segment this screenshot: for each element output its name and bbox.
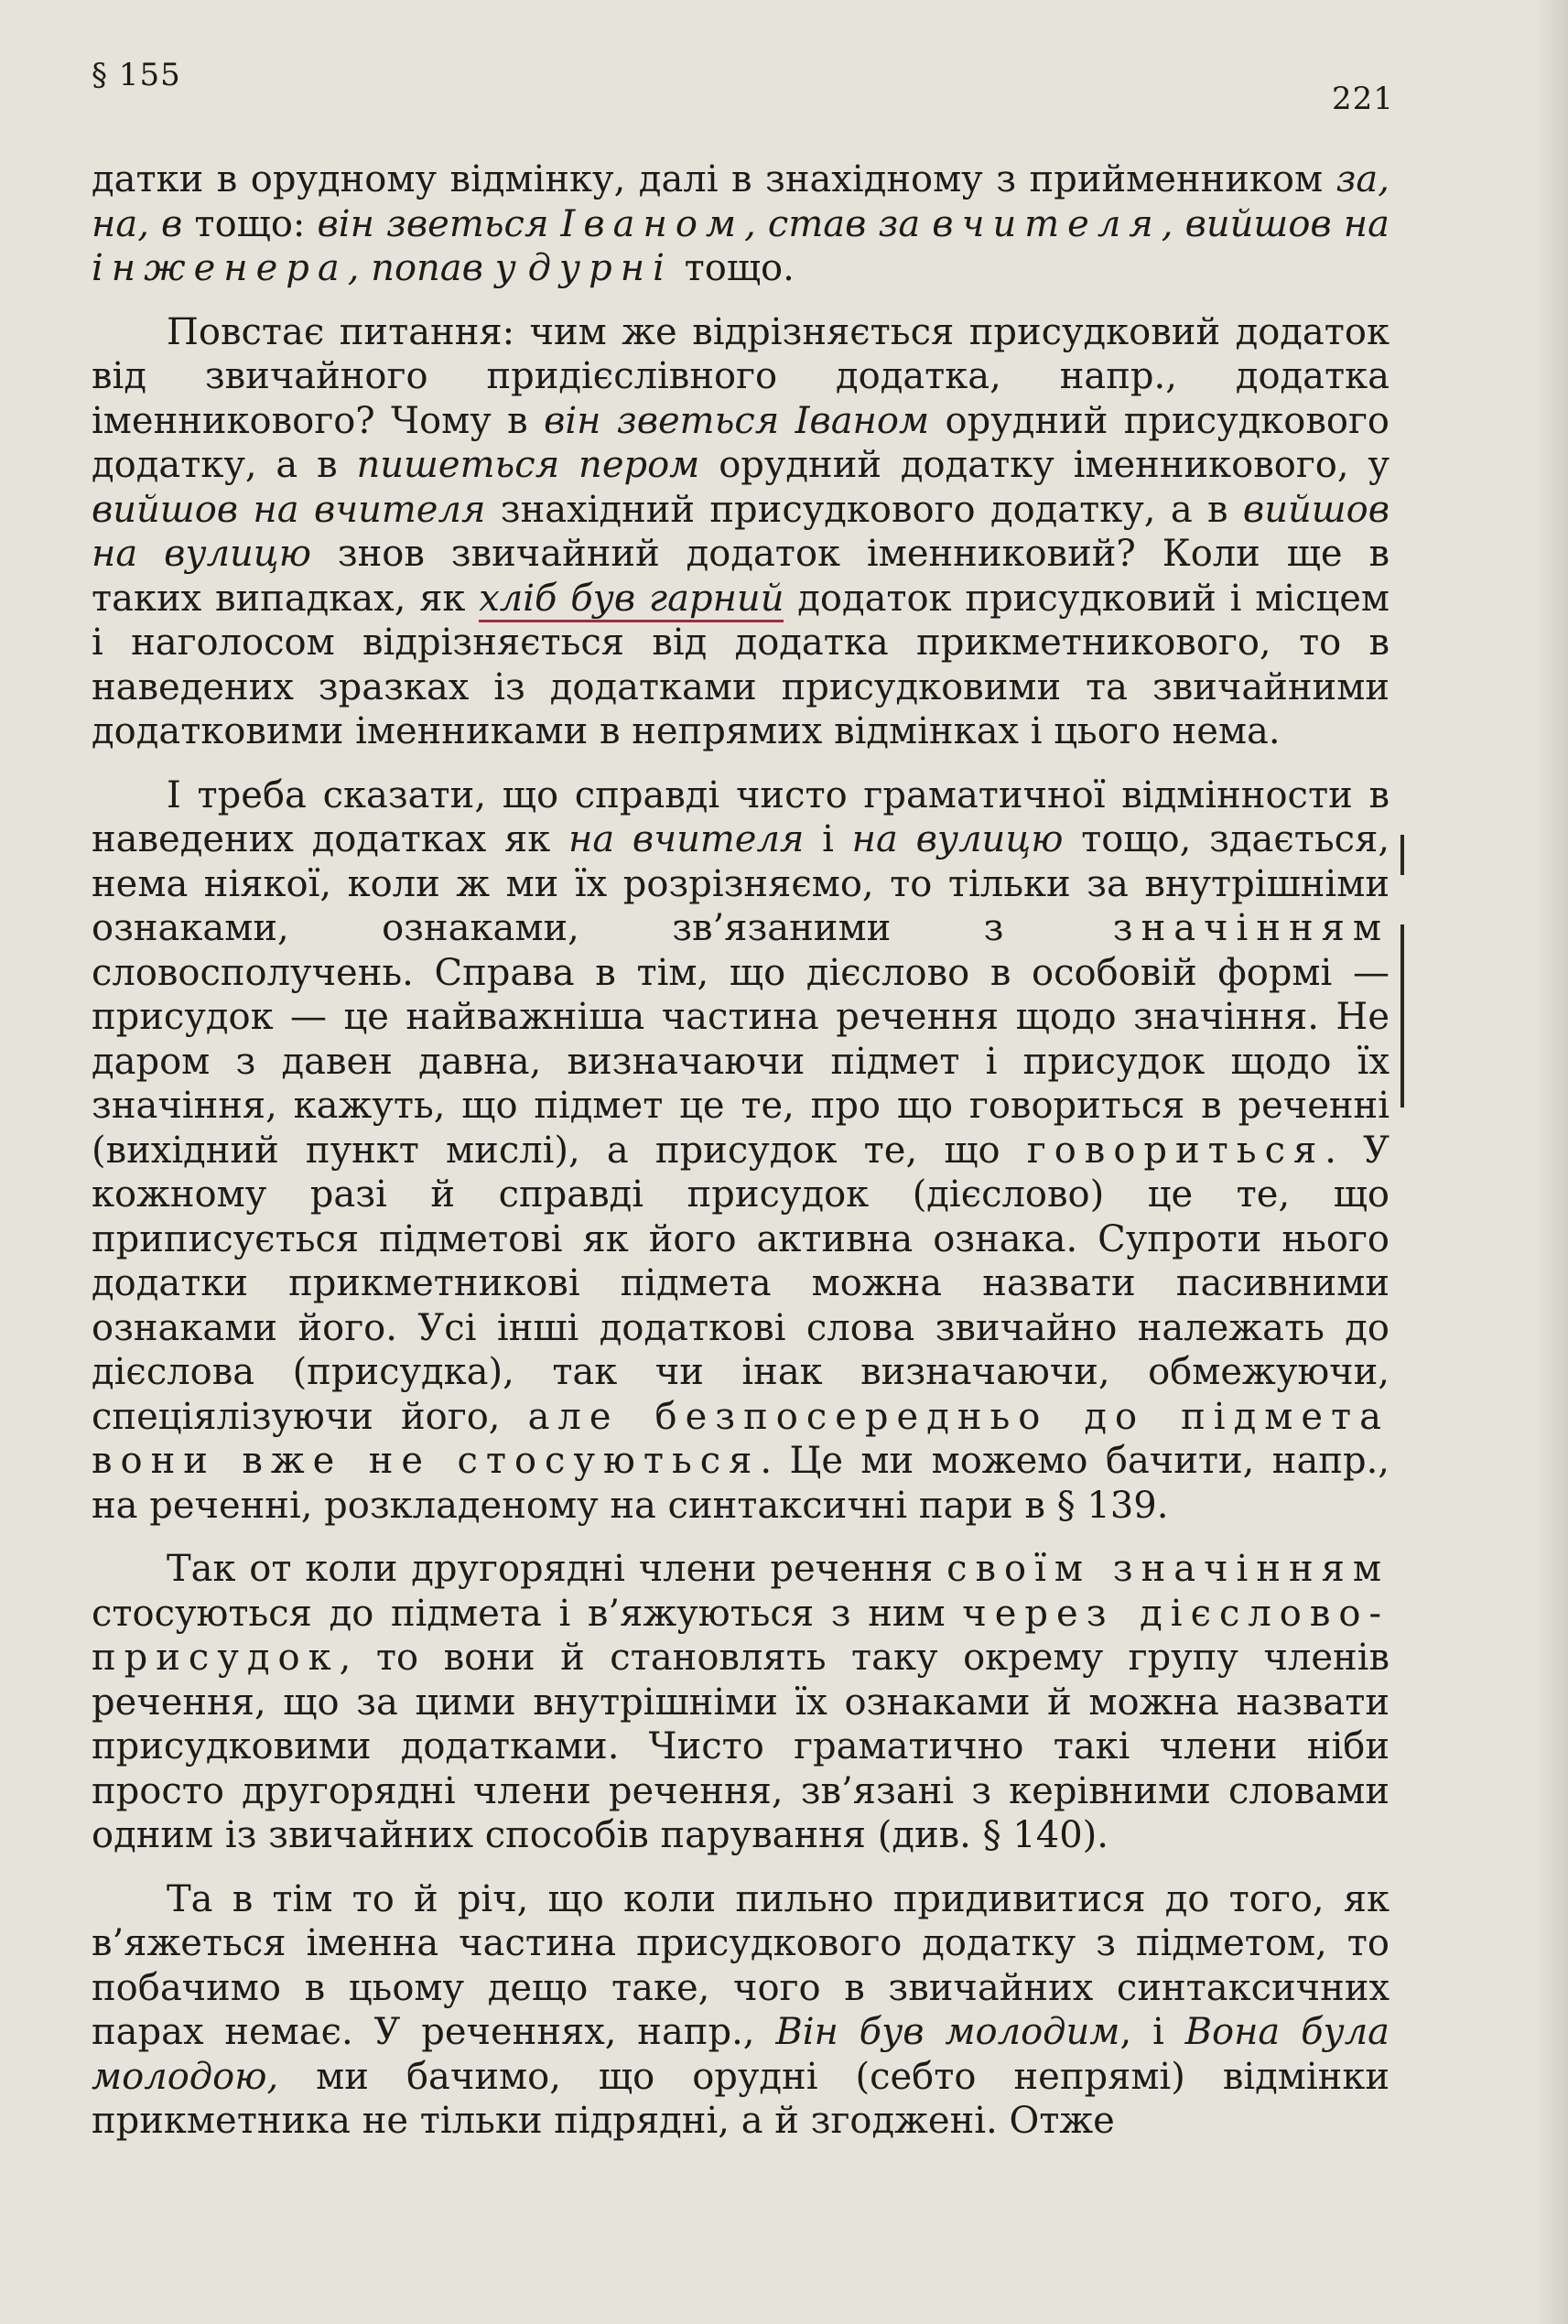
paragraph [92,773,1390,1529]
text-run: додаток присудковий і місцем і наголосом відрізняється від додатка прикметникового, то в наведених зразках із додатками присудковими та звичайними додатковими іменниками в непрямих відмінках і цього нема. [92,577,1390,752]
margin-pencil-mark [1400,835,1404,875]
italic-text: , [347,247,372,289]
spaced-italic-emphasis: дурні [527,247,673,289]
text-run: датки в орудному відмінку, далі в знахідному з прийменником [92,158,1336,200]
paragraph [92,310,1390,754]
text-run: знахідний присудкового додатку, а в [485,488,1243,531]
paragraph [92,157,1390,291]
text-run: . Це ми можемо бачити, напр., на реченні, розкладеному на синтаксичні пари в § 139. [92,1440,1390,1527]
text-run: . У кожному разі й справді присудок (дієслово) це те, що приписується підметові як його активна ознака. Супроти нього додатки прикметникові підмета можна назвати пасивними ознаками його. Усі інші додаткові слова звичайно належать до дієслова (присудка), так чи інак визначаючи, обмежуючи, спеціялізуючи його, [92,1129,1390,1438]
italic-text: , [744,202,768,245]
underlined-italic-text: хліб був гарний [479,578,784,622]
page-number: 221 [1332,81,1394,117]
italic-text: вийшов на [1184,202,1390,245]
italic-text: Він був молодим [775,2011,1120,2053]
spaced-italic-emphasis: Іваном [560,202,745,245]
text-run: словосполучень. Справа в тім, що дієслово в особовій формі — присудок — це найважніша частина речення щодо значіння. Не даром з давен давна, визначаючи підмет і присудок щодо їх значіння, кажуть, що підмет це те, про що говориться в реченні (вихідний пункт мислі), а присудок те, що [92,951,1390,1172]
spaced-emphasis: через дієслово-присудок [92,1592,1390,1679]
italic-text: вийшов на вулицю [92,488,1390,575]
text-run: ми бачимо, що орудні (себто непрямі) відмінки прикметника не тільки підрядні, а й згоджені. Отже [92,2055,1390,2142]
italic-text: він зветься Іваном [544,399,930,442]
text-run: орудний додатку іменникового, у [699,444,1390,486]
italic-text: став за [767,202,933,245]
section-number: § 155 [92,57,181,93]
italic-text: на вулицю [851,818,1064,860]
spaced-emphasis: але безпосередньо до підмета вони вже не стосуються [92,1395,1390,1482]
text-run: стосуються до підмета і в’яжуються з ним [92,1592,963,1635]
spaced-italic-emphasis: вчителя [932,202,1162,245]
text-run: і [804,818,852,860]
text-run: Так от коли другорядні члени речення [167,1548,947,1590]
spaced-emphasis: своїм значінням [946,1548,1390,1590]
spaced-emphasis: з значінням [983,907,1390,949]
italic-text: за, на, в [92,158,1390,245]
italic-text: , [1161,202,1185,245]
italic-text: вийшов на вчителя [92,488,486,531]
margin-pencil-mark [1400,924,1404,1108]
text-run: Та в тім то й річ, що коли пильно придивитися до того, як в’яжеться іменна частина присудкового додатку з підметом, то побачимо в цьому дещо таке, чого в звичайних синтаксичних парах немає. У реченнях, напр., [92,1877,1390,2053]
text-run: Повстає питання: чим же відрізняється присудковий додаток від звичайного придієслівного додатка, напр., додатка іменникового? Чому в [92,310,1390,442]
text-run: , і [1119,2011,1185,2053]
body-text [92,157,1390,2163]
text-run: тощо: [182,202,318,245]
text-run: орудний присудкового додатку, а в [92,399,1390,486]
italic-text: він зветься [317,202,561,245]
paragraph [92,1877,1390,2144]
text-run: І треба сказати, що справді чисто граматичної відмінности в наведених додатках як [92,773,1390,860]
text-run: , то вони й становлять таку окрему групу членів речення, що за цими внутрішніми їх ознаками й можна назвати присудковими додатками. Чисто граматично такі члени ніби просто другорядні члени речення, зв’язані з керівними словами одним із звичайних способів парування (див. § 140). [92,1637,1390,1856]
paragraph [92,1547,1390,1858]
italic-text: попав у [371,247,528,289]
spaced-emphasis: говориться [1026,1129,1325,1172]
text-run: тощо. [672,247,795,289]
italic-text: пишеться пером [356,444,700,486]
italic-text: на вчителя [568,818,805,860]
spaced-italic-emphasis: інженера [92,247,348,289]
italic-text: Вона була молодою, [92,2011,1390,2098]
text-run: тощо, здається, нема ніякої, коли ж ми їх розрізняємо, то тільки за внутрішніми ознаками, ознаками, зв’язаними [92,818,1390,949]
text-run: знов звичайний додаток іменниковий? Коли ще в таких випадках, як [92,533,1390,620]
